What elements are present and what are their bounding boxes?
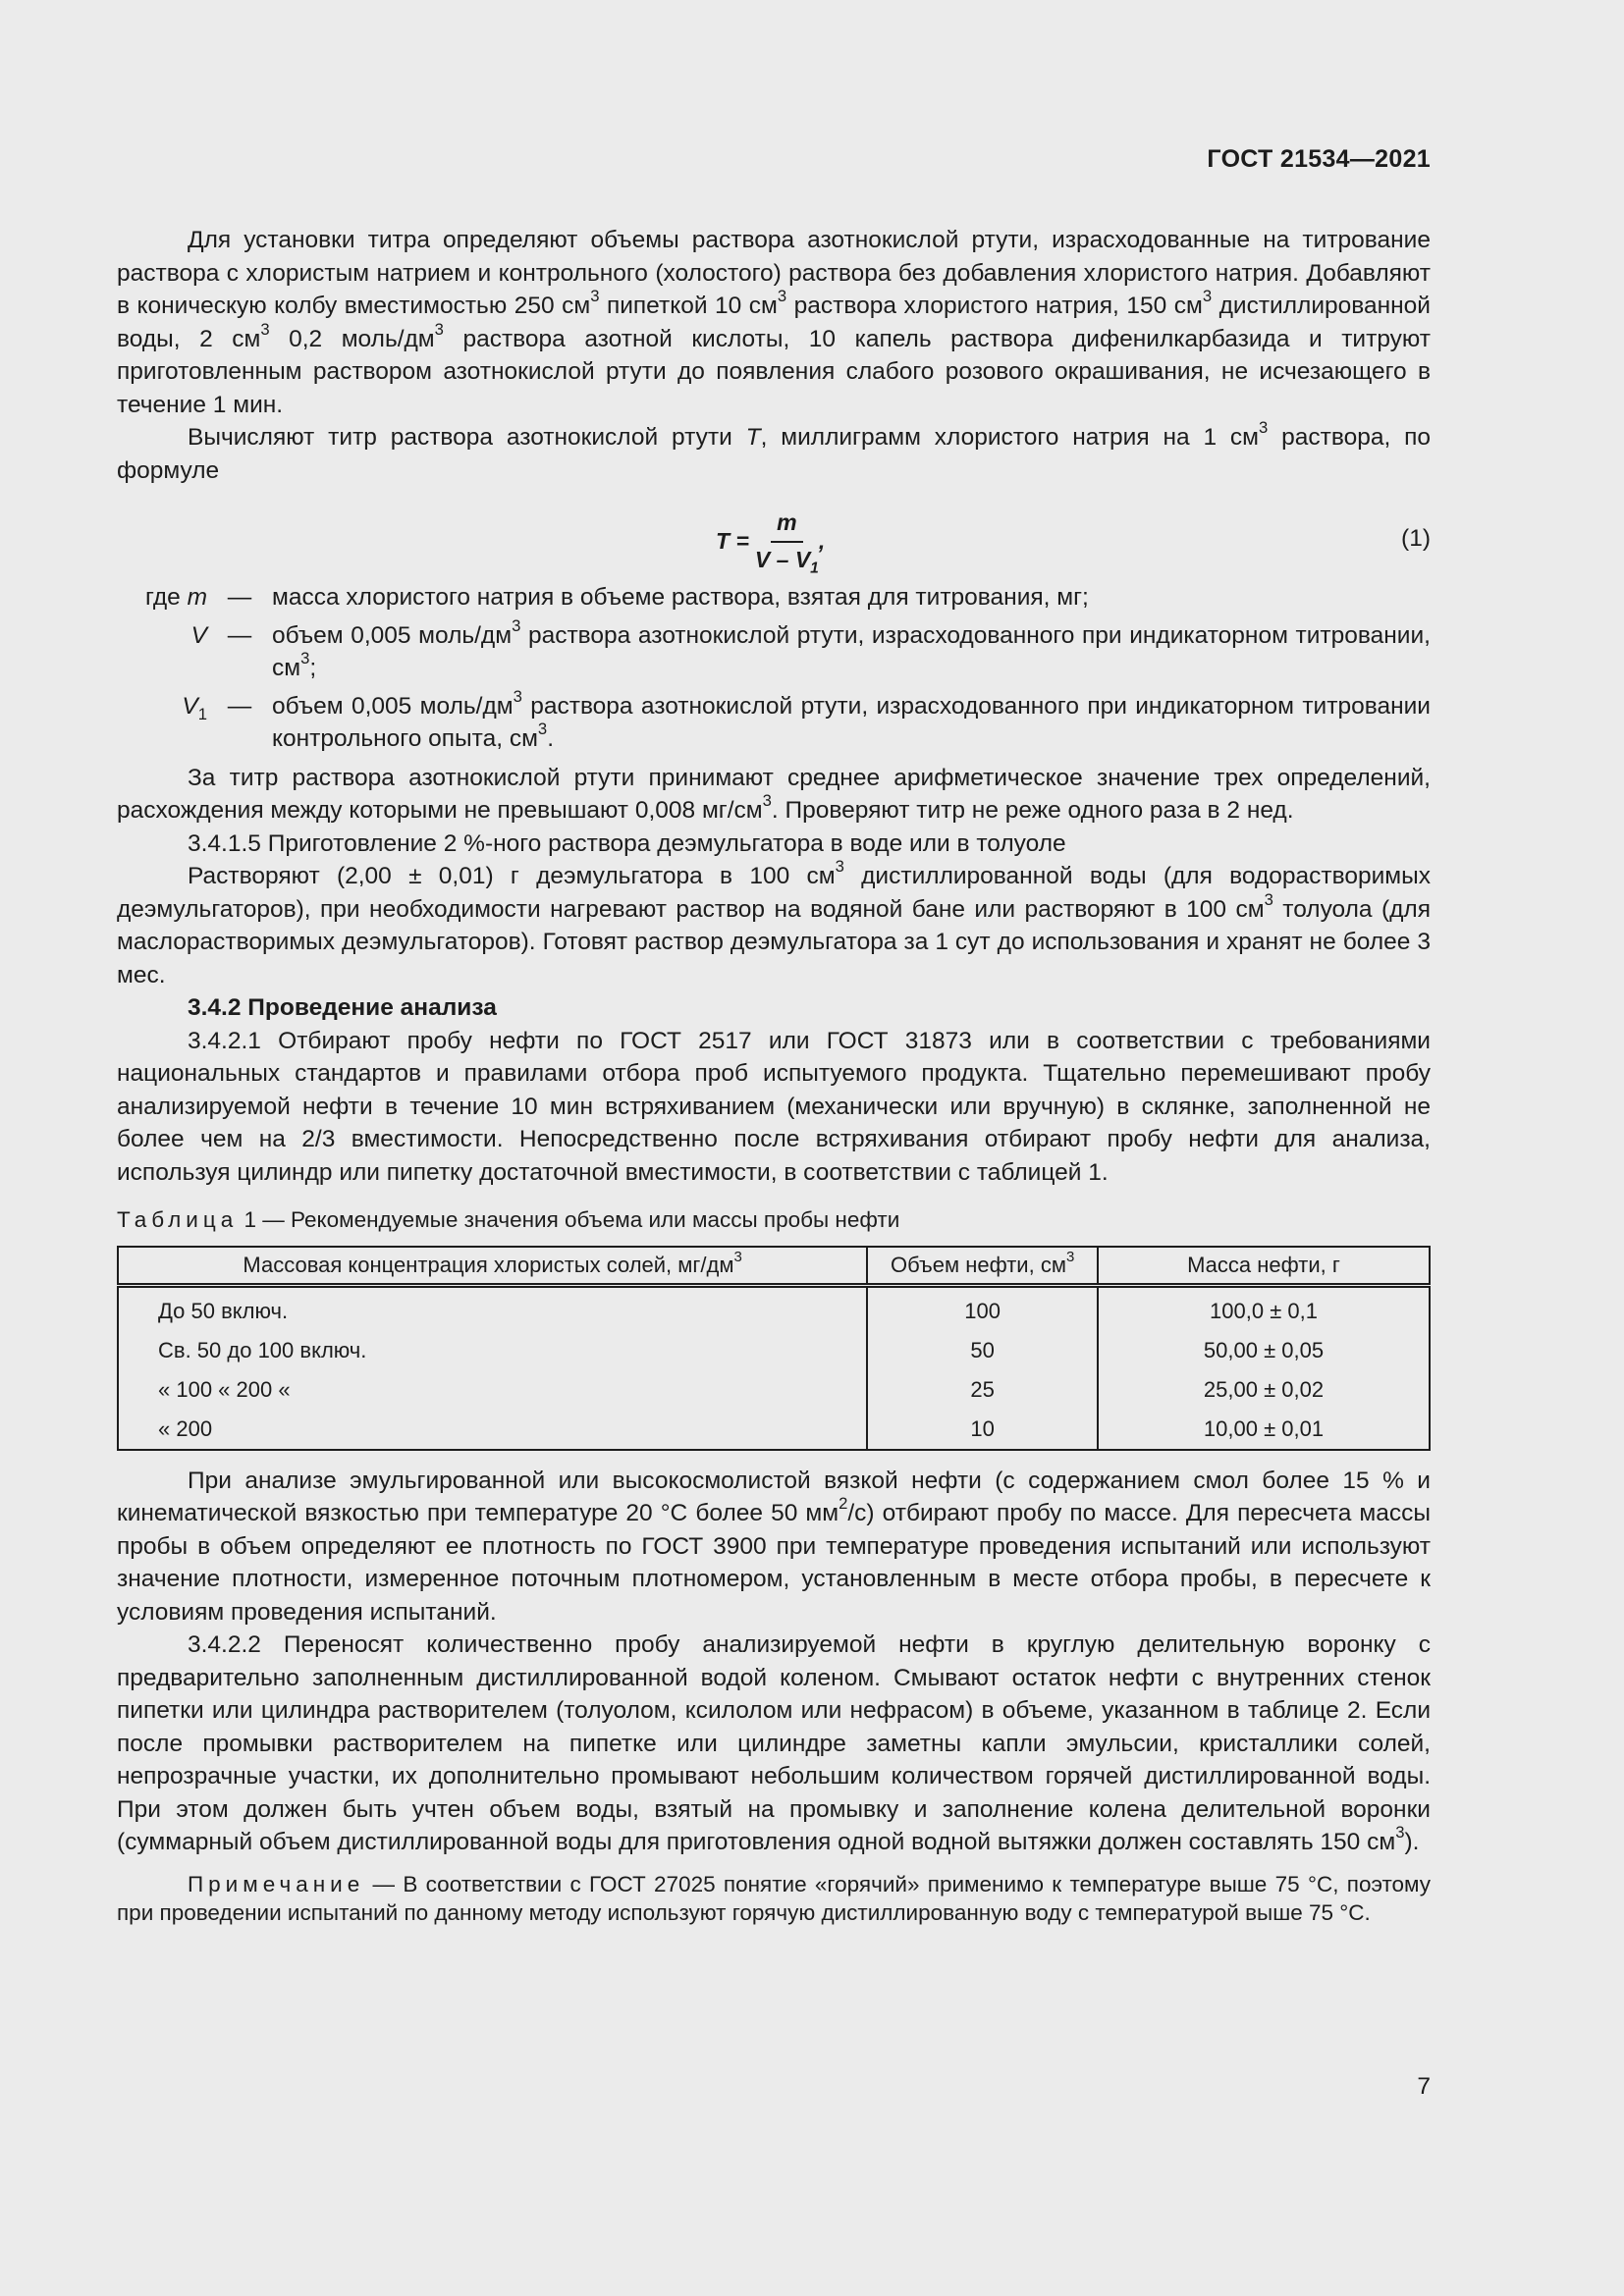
column-header-oil-volume: Объем нефти, $см^3$ (867, 1247, 1098, 1286)
formula: T = $\frac{m}{V - V_1}$ , (716, 507, 825, 576)
table-cell: « 200 (118, 1410, 867, 1450)
column-header-chloride-concentration: Массовая концентрация хлористых солей, $мг/дм^3$ (118, 1247, 867, 1286)
definition-row (117, 686, 1431, 756)
column-header-oil-mass: Масса нефти, г (1098, 1247, 1430, 1286)
table-header-row (118, 1247, 1430, 1286)
table-cell: 10 (867, 1410, 1098, 1450)
definition-text: объем 0,005 моль/$дм^3$ раствора азотнокислой ртути, израсходованного при индикаторном титровании, $см^3$; (272, 615, 1431, 681)
formula-denominator: V – $V_1$ (754, 546, 819, 577)
table-row (118, 1370, 1430, 1410)
paragraph-viscous-oil: При анализе эмульгированной или высокосмолистой вязкой нефти (с содержанием смол более 15 % и кинематической вязкостью при температуре 20 °С более 50 $мм^2/с$) отбирают пробу по массе. Для пересчета массы пробы в объем определяют ее плотность по ГОСТ 3900 при температуре проведения испытаний или используют значение плотности, измеренное поточным плотномером, установленным в месте отбора пробы, в пересчете к условиям проведения испытаний. (117, 1467, 1431, 1626)
clause-3-4-2-1: 3.4.2.1 Отбирают пробу нефти по ГОСТ 2517 или ГОСТ 31873 или в соответствии с требованиями национальных стандартов и правилами отбора проб испытуемого продукта. Тщательно перемешивают пробу анализируемой нефти в течение 10 мин встряхиванием (механически или вручную) в склянке, заполненной не более чем на 2/3 вместимости. Непосредственно после встряхивания отбирают пробу нефти для анализа, используя цилиндр или пипетку достаточной вместимости, в соответствии с таблицей 1. (117, 1027, 1431, 1186)
note: Примечание — В соответствии с ГОСТ 27025 понятие «горячий» применимо к температуре выше 75 °С, поэтому при проведении испытаний по данному методу используют горячую дистиллированную воду с температурой выше 75 °С. (117, 1871, 1431, 1925)
clause-3-4-1-5: 3.4.1.5 Приготовление 2 %-ного раствора деэмульгатора в воде или в толуоле (188, 829, 1066, 857)
document-body (117, 224, 1431, 1927)
table-row (118, 1285, 1430, 1331)
table-cell: 100,0 ± 0,1 (1210, 1298, 1318, 1323)
table-cell: Св. 50 до 100 включ. (118, 1331, 867, 1370)
table-cell: 10,00 ± 0,01 (1203, 1415, 1325, 1441)
formula-block (117, 501, 1431, 577)
formula-fraction (755, 507, 819, 576)
paragraph-titer-mean: За титр раствора азотнокислой ртути принимают среднее арифметическое значение трех определений, расхождения между которыми не превышают 0,008 $мг/см^3$. Проверяют титр не реже одного раза в 2 нед. (117, 764, 1431, 824)
formula-numerator: m (771, 507, 802, 543)
definition-row (117, 581, 1431, 614)
section-heading: 3.4.2 Проведение анализа (188, 994, 497, 1021)
definition-dash: — (227, 584, 252, 611)
formula-definitions (117, 581, 1431, 756)
table-cell: 50,00 ± 0,05 (1203, 1337, 1325, 1362)
definition-dash: — (227, 692, 252, 720)
page-number: 7 (1417, 2073, 1431, 2100)
document-page (117, 0, 1431, 2296)
definition-symbol: V (190, 621, 207, 649)
clause-3-4-2-2: 3.4.2.2 Переносят количественно пробу анализируемой нефти в круглую делительную воронку с предварительно заполненным дистиллированной водой коленом. Смывают остаток нефти с внутренних стенок пипетки или цилиндра растворителем (толуолом, ксилолом или нефрасом) в объеме, указанном в таблице 2. Если после промывки растворителем на пипетке или цилиндре заметны капли эмульсии, кристаллики солей, непрозрачные участки, их дополнительно промывают небольшим количеством горячей дистиллированной воды. При этом должен быть учтен объем воды, взятый на промывку и заполнение колена делительной воронки (суммарный объем дистиллированной воды для приготовления одной водной вытяжки должен составлять 150 $см^3$). (117, 1631, 1431, 1855)
paragraph-demulsifier: Растворяют (2,00 ± 0,01) г деэмульгатора в 100 $см^3$ дистиллированной воды (для водорастворимых деэмульгаторов), при необходимости нагревают раствор на водяной бане или растворяют в 100 $см^3$ толуола (для маслорастворимых деэмульгаторов). Готовят раствор деэмульгатора за 1 сут до использования и хранят не более 3 мес. (117, 857, 1431, 988)
table-row (118, 1410, 1430, 1450)
definition-dash: — (227, 621, 252, 649)
table-cell: 25,00 ± 0,02 (1203, 1376, 1325, 1402)
table-cell: 50 (867, 1331, 1098, 1370)
table-cell: 100 (867, 1285, 1098, 1331)
definition-row (117, 615, 1431, 685)
table-cell: 25 (867, 1370, 1098, 1410)
sample-volume-table (117, 1246, 1431, 1451)
table-cell: До 50 включ. (118, 1285, 867, 1331)
document-header: ГОСТ 21534—2021 (1207, 145, 1431, 173)
table-row (118, 1331, 1430, 1370)
definition-text: масса хлористого натрия в объеме раствора, взятая для титрования, мг; (272, 584, 1089, 611)
definition-text: объем 0,005 моль/$дм^3$ раствора азотнокислой ртути, израсходованного при индикаторном титровании контрольного опыта, $см^3$. (272, 686, 1431, 752)
paragraph-titer-setup: Для установки титра определяют объемы раствора азотнокислой ртути, израсходованные на титрование раствора с хлористым натрием и контрольного (холостого) раствора без добавления хлористого натрия. Добавляют в коническую колбу вместимостью 250 $см^3$ пипеткой 10 $см^3$ раствора хлористого натрия, 150 $см^3$ дистиллированной воды, 2 $см^3$ 0,2 моль/$дм^3$ раствора азотной кислоты, 10 капель раствора дифенилкарбазида и титруют приготовленным раствором азотнокислой ртути до появления слабого розового окрашивания, не исчезающего в течение 1 мин. (117, 227, 1431, 418)
definition-symbol: где m (145, 584, 207, 611)
equation-number: (1) (1401, 525, 1431, 552)
definition-symbol: $V_1$ (182, 692, 207, 723)
table-caption: Таблица 1 — Рекомендуемые значения объема или массы пробы нефти (117, 1207, 900, 1232)
paragraph-titer-calc: Вычисляют титр раствора азотнокислой ртути T, миллиграмм хлористого натрия на 1 $см^3$ раствора, по формуле (117, 418, 1431, 484)
table-cell: « 100 « 200 « (118, 1370, 867, 1410)
